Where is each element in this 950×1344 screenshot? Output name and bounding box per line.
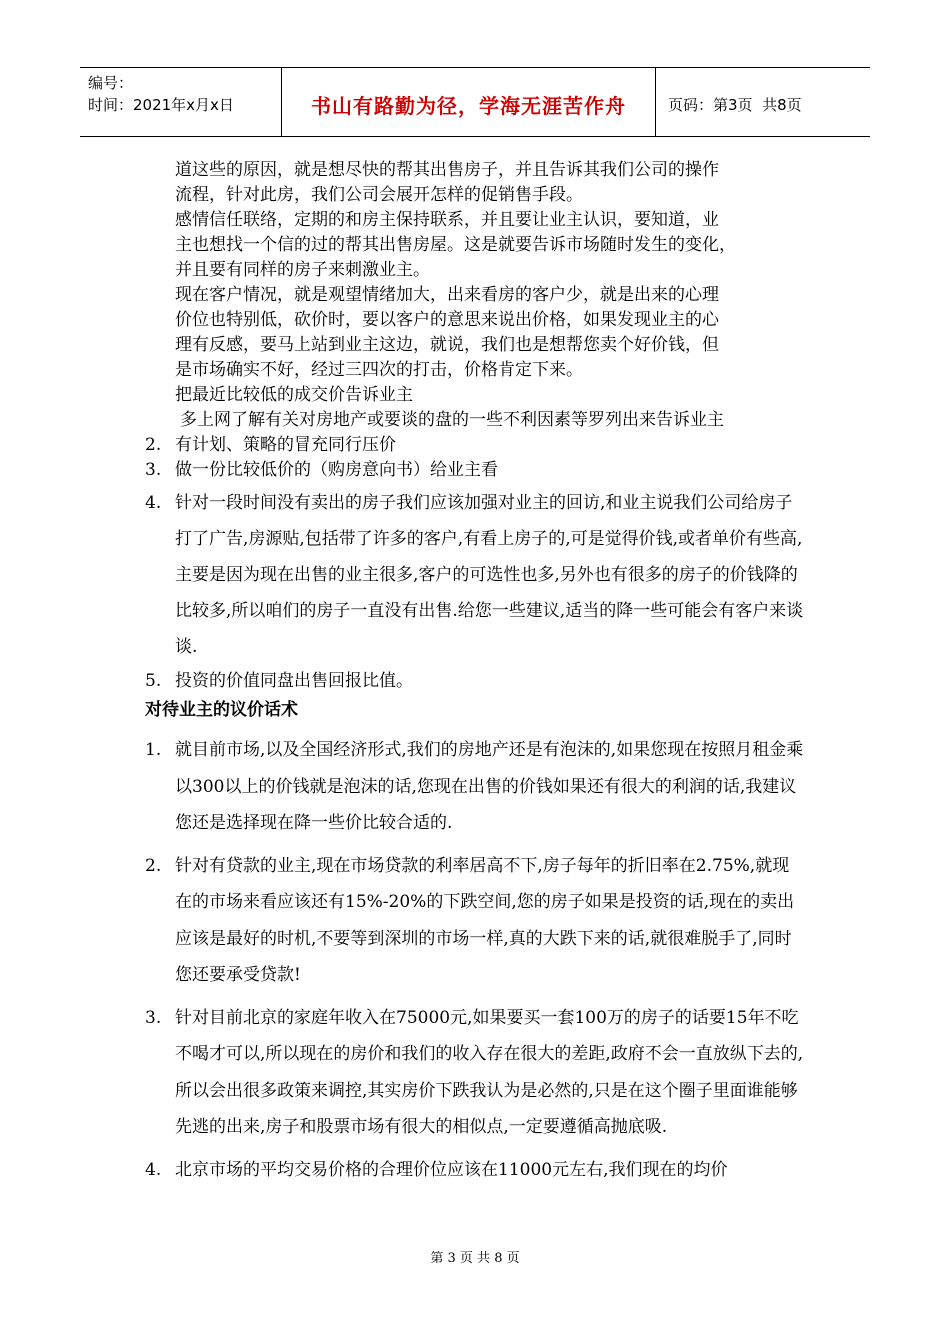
list-item xyxy=(145,458,805,483)
document-time-label: 时间：2021年x月x日 xyxy=(88,96,234,114)
negotiation-list xyxy=(145,732,805,1188)
list-item-text: 投资的价值同盘出售回报比值。 xyxy=(175,671,413,691)
paragraph-line: 多上网了解有关对房地产或要谈的盘的一些不利因素等罗列出来告诉业主 xyxy=(180,410,724,430)
paragraph-line: 感情信任联络，定期的和房主保持联系，并且要让业主认识，要知道，业 xyxy=(175,210,719,230)
list-item-number: 1. xyxy=(145,740,162,760)
list-item-text: 针对目前北京的家庭年收入在75000元,如果要买一套100万的房子的话要15年不吃不喝才可以,所以现在的房价和我们的收入存在很大的差距,政府不会一直放纵下去的,所以会出很多政策来调控,其实房价下跌我认为是必然的,只是在这个圈子里面谁能够先逃的出来,房子和股票市场有很大的相似点,一定要遵循高抛底吸. xyxy=(175,1007,804,1137)
paragraph-line: 流程，针对此房，我们公司会展开怎样的促销售手段。 xyxy=(175,185,583,205)
list-item-text: 做一份比较低价的（购房意向书）给业主看 xyxy=(175,460,498,480)
paragraph-line: 道这些的原因，就是想尽快的帮其出售房子，并且告诉其我们公司的操作 xyxy=(175,160,719,180)
paragraph-line: 价位也特别低，砍价时，要以客户的意思来说出价格，如果发现业主的心 xyxy=(175,310,719,330)
list-item xyxy=(145,1152,805,1189)
list-item-number: 4. xyxy=(145,1159,162,1180)
page-header xyxy=(80,67,870,137)
list-item-number: 2. xyxy=(145,855,162,876)
document-body xyxy=(145,158,805,1194)
header-meta xyxy=(80,68,282,136)
paragraph-line: 主也想找一个信的过的帮其出售房屋。这是就要告诉市场随时发生的变化， xyxy=(175,235,736,255)
list-item-number: 3. xyxy=(145,1007,162,1028)
page-info-text: 页码：第3页 共8页 xyxy=(668,95,802,114)
list-item-text: 北京市场的平均交易价格的合理价位应该在11000元左右,我们现在的均价 xyxy=(175,1159,728,1180)
paragraph-line: 理有反感，要马上站到业主这边，就说，我们也是想帮您卖个好价钱，但 xyxy=(175,335,719,355)
paragraph-line: 现在客户情况，就是观望情绪加大，出来看房的客户少，就是出来的心理 xyxy=(175,285,719,305)
paragraph-line: 是市场确实不好，经过三四次的打击，价格肯定下来。 xyxy=(175,360,583,380)
list-item xyxy=(145,1000,805,1146)
list-item-text: 针对一段时间没有卖出的房子我们应该加强对业主的回访,和业主说我们公司给房子打了广告,房源贴,包括带了许多的客户,有看上房子的,可是觉得价钱,或者单价有些高,主要是因为现在出售的业主很多,客户的可选性也多,另外也有很多的房子的价钱降的比较多,所以咱们的房子一直没有出售.给您一些建议,适当的降一些可能会有客户来谈谈. xyxy=(175,493,804,657)
page-footer: 第 3 页 共 8 页 xyxy=(430,1251,520,1266)
list-item-text: 针对有贷款的业主,现在市场贷款的利率居高不下,房子每年的折旧率在2.75%,就现在的市场来看应该还有15%-20%的下跌空间,您的房子如果是投资的话,现在的卖出应该是最好的时机,不要等到深圳的市场一样,真的大跌下来的话,就很难脱手了,同时您还要承受贷款! xyxy=(175,855,795,985)
list-item-number: 2. xyxy=(145,435,162,455)
list-item-number: 4. xyxy=(145,493,162,513)
header-page-info xyxy=(656,68,870,136)
header-motto: 书山有路勤为径，学海无涯苦作舟 xyxy=(282,68,656,136)
list-item xyxy=(145,669,805,694)
list-item-number: 5. xyxy=(145,671,162,691)
list-item-text: 有计划、策略的冒充同行压价 xyxy=(175,435,396,455)
section-heading: 对待业主的议价话术 xyxy=(145,700,298,720)
paragraph-line: 把最近比较低的成交价告诉业主 xyxy=(175,385,413,405)
list-item xyxy=(145,732,805,842)
list-item xyxy=(145,433,805,458)
document-number-label: 编号： xyxy=(88,74,134,92)
list-item-text: 就目前市场,以及全国经济形式,我们的房地产还是有泡沫的,如果您现在按照月租金乘以300以上的价钱就是泡沫的话,您现在出售的价钱如果还有很大的利润的话,我建议您还是选择现在降一些价比较合适的. xyxy=(175,740,804,833)
list-item-number: 3. xyxy=(145,460,162,480)
paragraph-line: 并且要有同样的房子来刺激业主。 xyxy=(175,260,430,280)
list-item xyxy=(145,848,805,994)
list-item xyxy=(145,485,805,665)
